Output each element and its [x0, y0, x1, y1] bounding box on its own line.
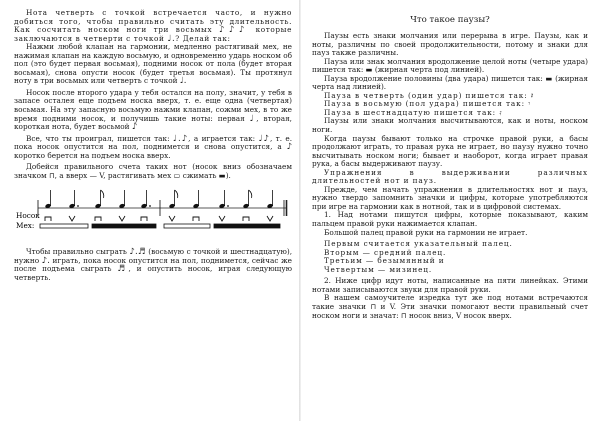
- rhythm-notes: [45, 190, 274, 209]
- dotted-eighth-sixteenth-notes: ♪.♬: [129, 247, 146, 258]
- dotted-eighth-note: ♪.: [41, 255, 50, 266]
- sixteenth-note: ♬: [117, 264, 129, 275]
- pull-bellows-bar: [164, 224, 210, 228]
- toe-down-mark: [193, 217, 199, 221]
- quarter-rest-icon: 𝄽: [530, 90, 534, 100]
- quarter-note: ♩: [249, 113, 257, 124]
- note-dot: [227, 205, 229, 207]
- right-paragraph-6: Упражнения в выдерживании различных длительностей нот и пауз.: [312, 167, 588, 186]
- right-paragraph-5: Когда паузы бывают только на строчке правой руки, а басы продолжают играть, то правая рука не играет, но паузу нужно точно высчитывать носком ноги; бывает и наоборот, когда играет правая рука, а басы выдерживают паузу.: [312, 133, 588, 169]
- right-paragraph-8: 1. Над нотами пишутся цифры, которые показывают, каким пальцем правой руки нажимается клапан.: [312, 210, 588, 229]
- rhythm-exercise-staff: [14, 182, 292, 244]
- pull-bellows-icon: ▭: [173, 170, 181, 180]
- whole-rest-icon: ▬: [365, 65, 373, 75]
- left-paragraph-1: Нота четверть с точкой встречается часто, и нужно добиться того, чтобы правильно считать эту длительность. Как сосчитать носком ноги три восьмых ♪♪♪ которые заключаются в четверти с точкой ♩.? Делай так:: [14, 8, 292, 44]
- left-paragraph-6: Чтобы правильно сыграть ♪.♬ (восьмую с точкой и шестнадцатую), нужно ♪. играть, пока носок опустится на пол, поднимется, сейчас же после подъема сыграть ♬, и опустить носок, играя следующую четверть.: [14, 247, 293, 283]
- finger-line-3: Третьим — безымянный и: [324, 256, 445, 266]
- right-paragraph-3: Пауза вродолжение половины (два удара) пишется так: ▬ (жирная черта над линией).: [312, 73, 588, 92]
- toe-down-icon: ⊓: [48, 170, 55, 180]
- right-paragraph-9: Большой палец правой руки на гармонии не играет.: [324, 227, 528, 237]
- eighth-note: ♪: [286, 142, 292, 153]
- toe-down-mark: [141, 217, 147, 221]
- label-nosok: Носок: [16, 211, 40, 221]
- finger-line-2: Вторым — средний палец.: [324, 247, 447, 257]
- note-dot: [77, 205, 79, 207]
- eighth-note: ♪: [131, 122, 138, 133]
- finger-line-1: Первым считается указательный палец.: [324, 239, 513, 249]
- note-dot: [149, 205, 151, 207]
- toe-up-mark: [69, 216, 75, 221]
- toe-down-icon: ⊓: [370, 301, 377, 311]
- bellows-bars: [40, 224, 280, 228]
- dotted-quarter-note: ♩.: [167, 33, 176, 44]
- toe-down-mark: [95, 217, 101, 221]
- note-flag: [101, 190, 104, 198]
- pull-bellows-bar: [40, 224, 88, 228]
- section-title: Что такое паузы?: [410, 15, 490, 25]
- left-paragraph-2: Нажми любой клапан на гармонии, медленно растягивай мех, не нажимая клапан на каждую восьмую, и одновременно ударь носком об пол (это будет первая восьмая), подними носок от пола (будет вторая восьмая), снова опусти носок (будет третья восьмая). Ты протянул ноту в три восьмых или четверть с точкой ♩.: [14, 42, 292, 87]
- dotted-quarter-note: ♩.: [179, 76, 187, 87]
- played-notes: ♩♪: [258, 133, 270, 144]
- three-eighths-notes: ♪♪♪: [219, 25, 249, 36]
- right-paragraph-2: Пауза или знак молчания вродолжение целой ноты (четыре удара) пишется так: ▬ (жирная черта под линией).: [312, 56, 588, 75]
- toe-up-mark: [169, 216, 175, 221]
- note-flag: [249, 190, 252, 198]
- toe-down-mark: [45, 217, 51, 221]
- right-paragraph-1: Паузы есть знаки молчания или перерыва в игре. Паузы, как и ноты, различны по своей продолжительности, потому и знаки для пауз также различны.: [312, 31, 588, 58]
- rest-eighth-line: Пауза в восьмую (пол удара) пишется так: 𝄾: [324, 99, 532, 109]
- half-rest-icon: ▬: [545, 73, 553, 83]
- push-bellows-bar: [92, 224, 156, 228]
- left-paragraph-5: Добейся правильного счета таких нот (носок вниз обозначаем значком ⊓, а вверх — V, растягивать мех ▭ сжимать ▬).: [14, 162, 292, 180]
- left-paragraph-3: Носок после второго удара у тебя остался на полу, значит, у тебя в запасе осталея еще подъем носка вверх, т. е. еще одна (четвертая) восьмая. На эту запасную восьмую нажми клапан, сожми мех, в то же время подними носок, и получишь такие ноты: первая ♩, вторая, короткая нота, будет восьмой ♪: [14, 87, 293, 133]
- right-paragraph-10: 2. Ниже цифр идут ноты, написанные на пяти линейках. Этими нотами записываются звуки для правой руки.: [312, 276, 588, 294]
- right-paragraph-4: Паузы или знаки молчания высчитываются, как и ноты, носком ноги.: [312, 116, 588, 135]
- right-paragraph-7: Прежде, чем начать упражнения в длительностях нот и пауз, нужно твердо запомнить значки и цифры, которые употребляются при игре на гармонии как в нотной, так и в цифровой системах.: [312, 184, 588, 211]
- right-page: [300, 0, 600, 421]
- toe-down-mark: [243, 217, 249, 221]
- rest-quarter-line: Пауза в четверть (один удар) пишется так: 𝄽: [324, 90, 534, 100]
- toe-down-icon: ⊓: [400, 310, 407, 320]
- written-notes: ♩.♪: [172, 133, 189, 144]
- push-bellows-icon: ▬: [218, 170, 226, 180]
- note-flag: [175, 190, 178, 198]
- toe-up-mark: [119, 216, 125, 221]
- toe-marks: [45, 216, 273, 221]
- sixteenth-rest-icon: 𝄿: [499, 107, 503, 117]
- push-bellows-bar: [214, 224, 280, 228]
- eighth-rest-icon: 𝄾: [528, 99, 532, 109]
- left-paragraph-4: Все, что ты проиграл, пишется так: ♩.♪, а играется так: ♩♪, т. е. пока носок опустится на пол, поднимется и снова опустится, а ♪ коротко берется на подъем носка вверх.: [14, 133, 293, 160]
- toe-up-mark: [219, 216, 225, 221]
- rest-sixteenth-line: Пауза в шестнадцатую пишется так: 𝄿: [324, 107, 503, 117]
- label-meh: Мех:: [16, 221, 35, 231]
- toe-up-mark: [267, 216, 273, 221]
- finger-line-4: Четвертым — мизинец.: [324, 264, 433, 274]
- right-paragraph-11: В нашем самоучителе изредка тут же под нотами встречаются такие значки ⊓ и V. Эти значки помогают вести правильный счет носком ноги и значат: ⊓ носок вниз, V носок вверх.: [312, 293, 588, 320]
